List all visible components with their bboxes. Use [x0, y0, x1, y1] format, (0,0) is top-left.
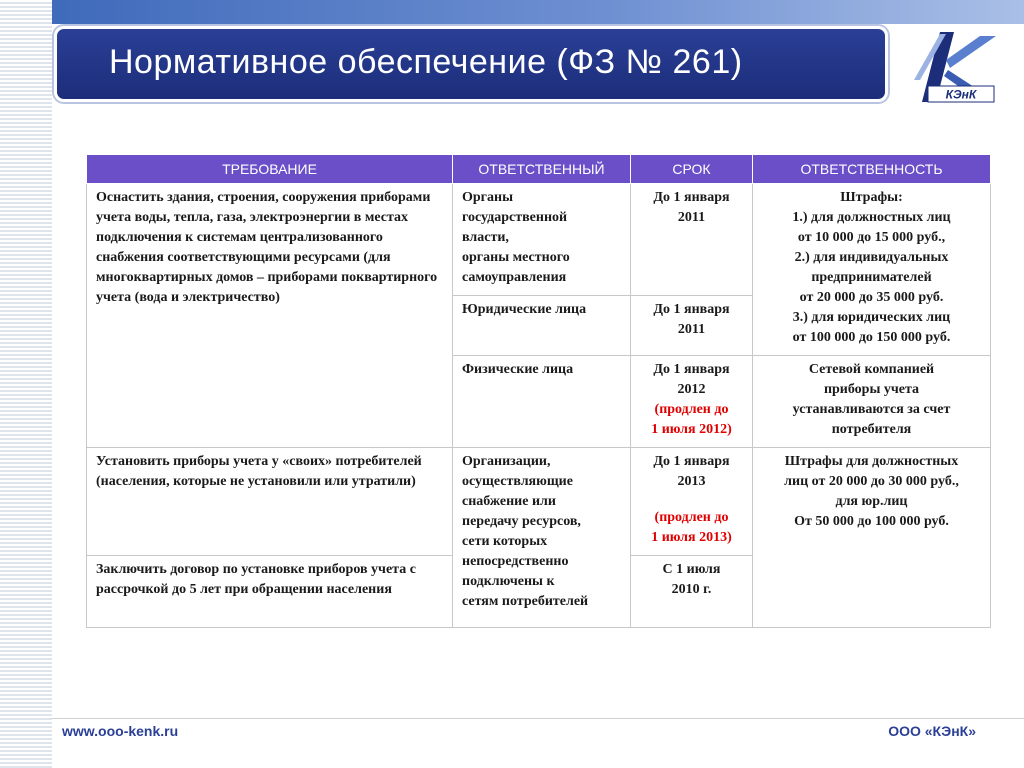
cell-line: предпринимателей — [811, 270, 932, 285]
cell-line: 2013 — [677, 474, 706, 489]
footer-company: ООО «КЭнК» — [888, 723, 976, 739]
cell-line: снабжение или — [462, 494, 556, 509]
cell-line: для юр.лиц — [835, 494, 908, 509]
cell-line: 2010 г. — [671, 582, 712, 597]
requirement-install-meters: Установить приборы учета у «своих» потребителей (населения, которые не установили или утратили) — [87, 448, 453, 556]
logo-arrow-upper — [946, 36, 996, 68]
cell-line: До 1 января — [653, 190, 730, 205]
cell-line: 2011 — [677, 322, 706, 337]
cell-line: приборы учета — [823, 382, 920, 397]
requirements-table — [86, 154, 991, 628]
cell-line: Штрафы для должностных — [784, 454, 959, 469]
top-band — [0, 0, 1024, 24]
cell-line: непосредственно — [462, 554, 569, 569]
header-requirement: ТРЕБОВАНИЕ — [87, 155, 453, 184]
cell-line: передачу ресурсов, — [462, 514, 581, 529]
cell-line: До 1 января — [653, 362, 730, 377]
cell-line: 2.) для индивидуальных — [794, 250, 949, 265]
cell-line: от 10 000 до 15 000 руб., — [797, 230, 946, 245]
liability-individuals — [753, 356, 991, 448]
requirement-equip-buildings: Оснастить здания, строения, сооружения приборами учета воды, тепла, газа, электроэнергии в местах подключения к системам централизованного снабжения соответствующими ресурсами (для многоквартирных домов – приборами поквартирного учета (вода и электричество) — [87, 184, 453, 448]
cell-line: 2012 — [677, 382, 706, 397]
cell-line: государственной — [462, 210, 568, 225]
footer-divider — [52, 718, 1024, 719]
responsible-organizations — [453, 448, 631, 628]
logo-text: КЭнК — [945, 87, 977, 102]
term-legal-entities — [631, 296, 753, 356]
cell-line: 2011 — [677, 210, 706, 225]
cell-line: От 50 000 до 100 000 руб. — [794, 514, 949, 529]
cell-line: лиц от 20 000 до 30 000 руб., — [784, 474, 959, 489]
cell-line: 3.) для юридических лиц — [792, 310, 951, 325]
cell-line: сетям потребителей — [462, 594, 589, 609]
extension-note: 1 июля 2013) — [651, 530, 732, 545]
table-header-row — [87, 155, 991, 184]
cell-line: С 1 июля — [662, 562, 721, 577]
cell-line: органы местного — [462, 250, 570, 265]
company-logo — [910, 30, 1002, 106]
cell-spacer — [640, 492, 743, 508]
term-individuals — [631, 356, 753, 448]
cell-line: До 1 января — [653, 454, 730, 469]
term-contract — [631, 556, 753, 628]
title-banner — [54, 26, 888, 102]
cell-line: от 20 000 до 35 000 руб. — [799, 290, 944, 305]
cell-line: от 100 000 до 150 000 руб. — [792, 330, 951, 345]
cell-line: потребителя — [831, 422, 912, 437]
extension-note: (продлен до — [654, 510, 729, 525]
cell-line: власти, — [462, 230, 509, 245]
extension-note: (продлен до — [654, 402, 729, 417]
term-government — [631, 184, 753, 296]
cell-line: Организации, — [462, 454, 551, 469]
table-row — [87, 184, 991, 296]
cell-line: подключены к — [462, 574, 555, 589]
cell-line: 1.) для должностных лиц — [792, 210, 951, 225]
cell-line: До 1 января — [653, 302, 730, 317]
header-responsible: ОТВЕТСТВЕННЫЙ — [453, 155, 631, 184]
table-row — [87, 448, 991, 556]
responsible-individuals: Физические лица — [453, 356, 631, 448]
page-title: Нормативное обеспечение (ФЗ № 261) — [109, 43, 743, 81]
header-liability: ОТВЕТСТВЕННОСТЬ — [753, 155, 991, 184]
footer-website[interactable]: www.ooo-kenk.ru — [62, 723, 179, 739]
liability-fines-2 — [753, 448, 991, 628]
term-organizations — [631, 448, 753, 556]
left-decorative-strip — [0, 0, 52, 768]
responsible-legal-entities: Юридические лица — [453, 296, 631, 356]
responsible-government — [453, 184, 631, 296]
cell-line: осуществляющие — [462, 474, 573, 489]
cell-line: Сетевой компанией — [808, 362, 935, 377]
cell-line: сети которых — [462, 534, 548, 549]
requirement-installment-contract: Заключить договор по установке приборов учета с рассрочкой до 5 лет при обращении населения — [87, 556, 453, 628]
cell-line: устанавливаются за счет — [792, 402, 951, 417]
header-term: СРОК — [631, 155, 753, 184]
liability-fines-1 — [753, 184, 991, 356]
extension-note: 1 июля 2012) — [651, 422, 732, 437]
cell-line: самоуправления — [462, 270, 567, 285]
cell-line: Органы — [462, 190, 514, 205]
cell-line: Штрафы: — [840, 190, 903, 205]
